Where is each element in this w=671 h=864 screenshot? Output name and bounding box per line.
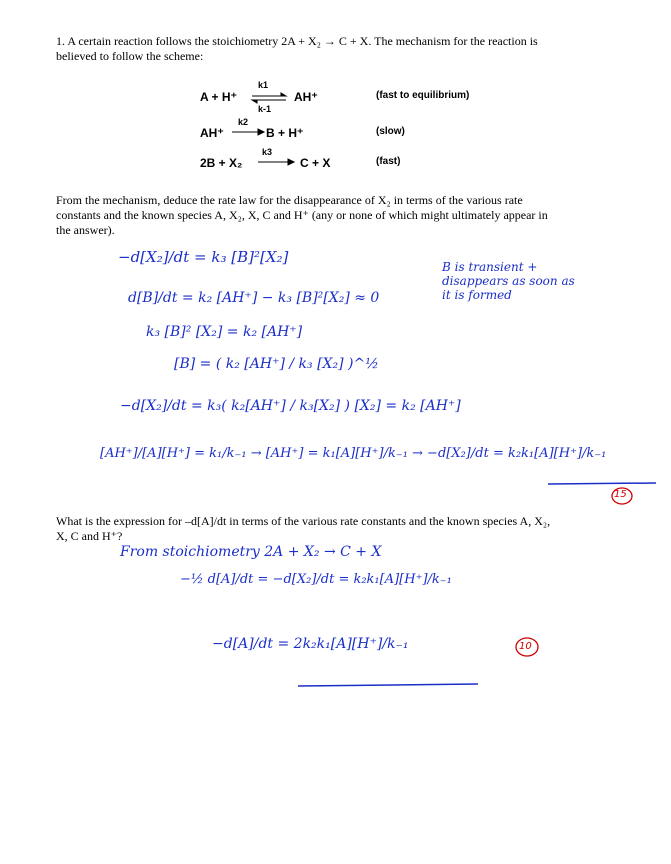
mechanism-step-1-k-reverse: k-1 bbox=[258, 104, 272, 114]
mechanism-step-2-k: k2 bbox=[238, 117, 249, 127]
handwritten-db-dt: d[B]/dt = k₂ [AH⁺] − k₃ [B]²[X₂] ≈ 0 bbox=[128, 290, 380, 306]
mechanism-step-3-note: (fast) bbox=[376, 156, 401, 167]
transient-note-line-3: it is formed bbox=[442, 288, 512, 302]
mechanism-step-1-products: AH⁺ bbox=[294, 90, 318, 104]
handwritten-from-stoichiometry: From stoichiometry 2A + X₂ → C + X bbox=[120, 544, 382, 560]
mechanism-step-1-note: (fast to equilibrium) bbox=[376, 90, 470, 101]
question-2-prompt-line-1: What is the expression for –d[A]/dt in terms of the various rate constants and the known species A, X₂, bbox=[56, 514, 551, 528]
handwritten-k3-equation: k₃ [B]² [X₂] = k₂ [AH⁺] bbox=[146, 324, 303, 340]
handwritten-b-expression: [B] = ( k₂ [AH⁺] / k₃ [X₂] )^½ bbox=[174, 356, 379, 372]
transient-note-line-2: disappears as soon as bbox=[442, 274, 575, 288]
mechanism-step-3-k: k3 bbox=[262, 147, 273, 157]
mechanism-step-1-reactants: A + H⁺ bbox=[200, 90, 237, 104]
step-1-forward-arrowhead bbox=[281, 93, 286, 96]
handwritten-rate-x2-substituted: −d[X₂]/dt = k₃( k₂[AH⁺] / k₃[X₂] ) [X₂] = k₂ [AH⁺] bbox=[120, 398, 461, 414]
mechanism-step-2-note: (slow) bbox=[376, 126, 405, 137]
question-1-prompt-line-3: the answer). bbox=[56, 223, 115, 237]
question-2-prompt-line-2: X, C and H⁺? bbox=[56, 529, 123, 543]
mechanism-step-2-reactants: AH⁺ bbox=[200, 126, 224, 140]
step-2-arrowhead bbox=[258, 129, 264, 135]
handwritten-rate-x2: −d[X₂]/dt = k₃ [B]²[X₂] bbox=[118, 248, 289, 266]
mechanism-step-2-products: B + H⁺ bbox=[266, 126, 304, 140]
step-1-reverse-arrowhead bbox=[252, 100, 257, 103]
transient-note-line-1: B is transient + bbox=[442, 260, 538, 274]
question-1-intro-line-1: 1. A certain reaction follows the stoichiometry 2A + X₂ → C + X. The mechanism for the reaction is bbox=[56, 34, 538, 48]
handwritten-equilibrium-result: [AH⁺]/[A][H⁺] = k₁/k₋₁ → [AH⁺] = k₁[A][H⁺]/k₋₁ → −d[X₂]/dt = k₂k₁[A][H⁺]/k₋₁ bbox=[100, 446, 607, 461]
handwritten-final-da-dt: −d[A]/dt = 2k₂k₁[A][H⁺]/k₋₁ bbox=[212, 636, 409, 652]
step-3-arrowhead bbox=[288, 159, 294, 165]
mechanism-step-1-k-forward: k1 bbox=[258, 80, 269, 90]
mechanism-step-3-products: C + X bbox=[300, 156, 331, 170]
score-1: 15 bbox=[614, 489, 627, 500]
question-1-prompt-line-1: From the mechanism, deduce the rate law for the disappearance of X₂ in terms of the various rate bbox=[56, 193, 523, 207]
question-1-prompt-line-2: constants and the known species A, X₂, X, C and H⁺ (any or none of which might ultimately appear in bbox=[56, 208, 548, 222]
handwritten-half-da-dt: −½ d[A]/dt = −d[X₂]/dt = k₂k₁[A][H⁺]/k₋₁ bbox=[180, 572, 452, 587]
score-2: 10 bbox=[519, 641, 532, 652]
question-1-intro-line-2: believed to follow the scheme: bbox=[56, 49, 204, 63]
mechanism-step-3-reactants: 2B + X₂ bbox=[200, 156, 243, 170]
